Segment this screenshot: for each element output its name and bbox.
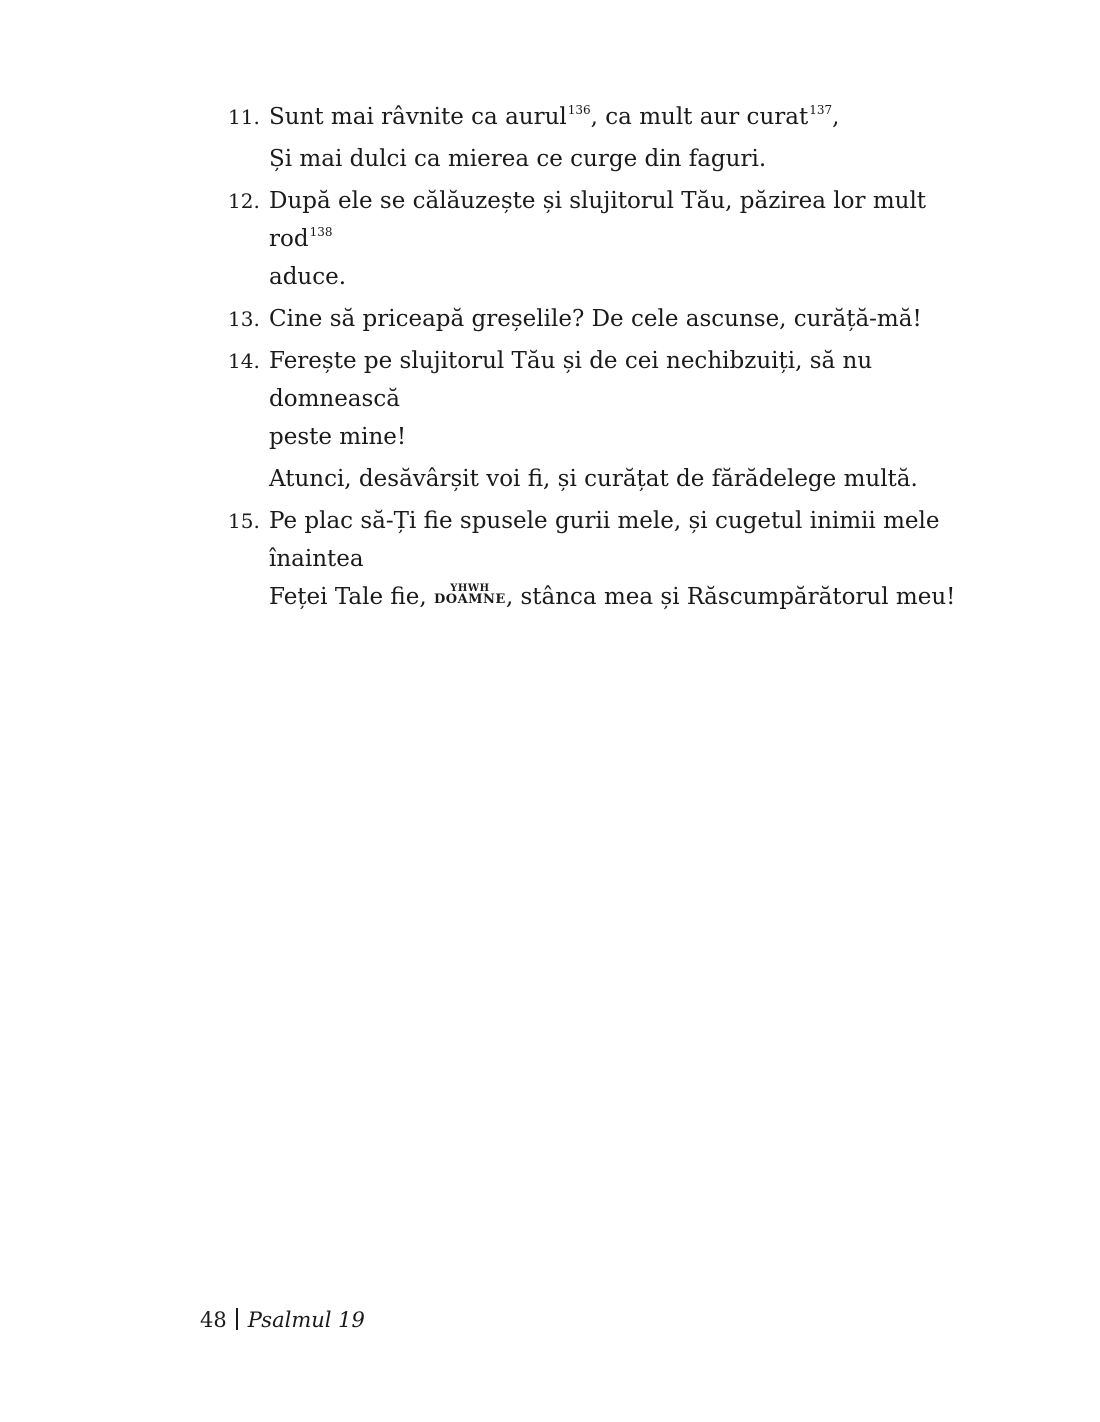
verse-line: [269, 98, 958, 136]
divine-name-hebrew: YHWH: [450, 583, 490, 594]
footnote-ref-138[interactable]: 138: [309, 225, 333, 239]
verse-text: , ca mult aur curat: [590, 104, 809, 130]
verse-line: Atunci, desăvârșit voi fi, și curățat de fărădelege multă.: [269, 466, 918, 492]
verse-text: După ele se călăuzește și slujitorul Tău, păzirea lor mult rod: [269, 188, 927, 252]
footnote-ref-137[interactable]: 137: [809, 103, 833, 117]
verse-line: [269, 182, 958, 258]
verse-12: [228, 182, 958, 296]
divine-name: [434, 584, 506, 606]
verse-text: Sunt mai râvnite ca aurul: [269, 104, 567, 130]
divine-name-romanian: DOAMNE: [433, 592, 506, 607]
footer-separator: [236, 1308, 238, 1330]
verse-13: [228, 300, 958, 338]
verse-number: 13.: [228, 307, 260, 331]
verse-number: 15.: [228, 509, 260, 533]
verse-line: peste mine!: [269, 424, 407, 450]
verse-number: 12.: [228, 189, 260, 213]
verse-text: Feței Tale fie,: [269, 584, 427, 610]
verse-line: [269, 578, 958, 616]
verse-line: aduce.: [269, 264, 347, 290]
footnote-ref-136[interactable]: 136: [567, 103, 591, 117]
verse-number: 11.: [228, 105, 260, 129]
page-number: 48: [200, 1308, 227, 1332]
verse-list: [228, 98, 958, 620]
verse-line: Ferește pe slujitorul Tău și de cei nechibzuiți, să nu domnească: [269, 348, 873, 412]
verse-14: [228, 342, 958, 498]
verse-text: ,: [832, 104, 840, 130]
verse-line: Cine să priceapă greșelile? De cele ascunse, curăță-mă!: [269, 306, 922, 332]
verse-text: , stânca mea și Răscumpărătorul meu!: [505, 584, 956, 610]
verse-11: [228, 98, 958, 178]
verse-number: 14.: [228, 349, 260, 373]
verse-line: Și mai dulci ca mierea ce curge din faguri.: [269, 146, 767, 172]
verse-15: [228, 502, 958, 616]
running-title: Psalmul 19: [247, 1308, 365, 1332]
verse-line: Pe plac să-Ți fie spusele gurii mele, și cugetul inimii mele înaintea: [269, 508, 940, 572]
page-footer: [200, 1306, 365, 1334]
